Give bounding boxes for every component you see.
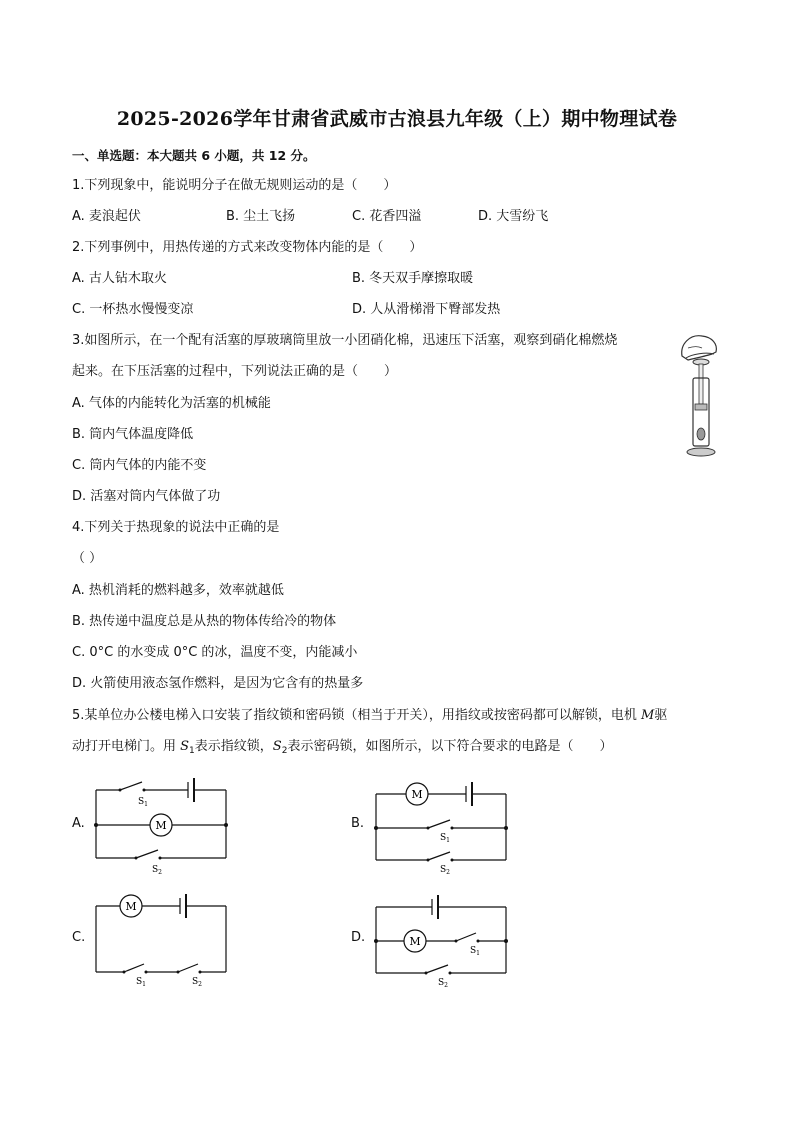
circuit-option-b-label: B. xyxy=(351,816,365,831)
question-1-stem: 1.下列现象中，能说明分子在做无规则运动的是（ ） xyxy=(72,178,397,193)
question-3-stem-line1: 3.如图所示，在一个配有活塞的厚玻璃筒里放一小团硝化棉，迅速压下活塞，观察到硝化棉燃烧 xyxy=(72,333,618,348)
circuit-option-d-label: D. xyxy=(351,930,366,945)
question-1-option-c: C. 花香四溢 xyxy=(352,209,422,224)
circuit-a-motor-label: M xyxy=(155,819,167,832)
circuit-a-s2-label: $S_2$ xyxy=(152,865,162,876)
circuit-b-motor-label: M xyxy=(411,788,423,801)
question-4-option-a: A. 热机消耗的燃料越多，效率就越低 xyxy=(72,583,284,598)
circuit-a-diagram xyxy=(90,778,235,876)
question-2-option-c: C. 一杯热水慢慢变凉 xyxy=(72,302,194,317)
q5-text-a: 5.某单位办公楼电梯入口安装了指纹锁和密码锁（相当于开关），用指纹或按密码都可以解锁，电机 xyxy=(72,708,642,723)
question-5-stem-line2 xyxy=(72,739,612,759)
q5-s2-symbol: S xyxy=(272,739,282,754)
question-1-option-a: A. 麦浪起伏 xyxy=(72,209,141,224)
question-2-stem: 2.下列事例中，用热传递的方式来改变物体内能的是（ ） xyxy=(72,240,423,255)
q5-text-c: 动打开电梯门。用 xyxy=(72,739,181,754)
question-3-option-b: B. 筒内气体温度降低 xyxy=(72,427,194,442)
circuit-option-a-label: A. xyxy=(72,816,85,831)
circuit-a-s1-label: $S_1$ xyxy=(138,797,148,808)
q5-motor-symbol: M xyxy=(641,708,655,723)
circuit-c-motor-label: M xyxy=(125,900,137,913)
question-3-option-d: D. 活塞对筒内气体做了功 xyxy=(72,489,221,504)
q5-text-b: 驱 xyxy=(654,708,668,723)
circuit-d-s2-label: $S_2$ xyxy=(438,978,448,987)
question-4-option-c: C. 0°C 的水变成 0°C 的冰，温度不变，内能减小 xyxy=(72,645,358,660)
circuit-d-motor-label: M xyxy=(409,935,421,948)
circuit-c-s1-label: $S_1$ xyxy=(136,977,146,986)
question-3-stem-line2: 起来。在下压活塞的过程中，下列说法正确的是（ ） xyxy=(72,364,398,379)
question-2-option-a: A. 古人钻木取火 xyxy=(72,271,167,286)
piston-tube-figure xyxy=(676,330,724,460)
question-4-option-d: D. 火箭使用液态氢作燃料，是因为它含有的热量多 xyxy=(72,676,364,691)
question-3-option-c: C. 筒内气体的内能不变 xyxy=(72,458,207,473)
question-5-stem-line1 xyxy=(72,708,667,724)
circuit-option-c-label: C. xyxy=(72,930,86,945)
q5-s2-subscript: 2 xyxy=(281,746,288,756)
circuit-d-s1-label: $S_1$ xyxy=(470,946,480,957)
circuit-b-s1-label: $S_1$ xyxy=(440,833,450,844)
section-heading: 一、单选题：本大题共 6 小题，共 12 分。 xyxy=(72,148,316,163)
question-4-stem-line2: （ ） xyxy=(72,551,103,566)
circuit-b-s2-label: $S_2$ xyxy=(440,865,450,876)
question-3-option-a: A. 气体的内能转化为活塞的机械能 xyxy=(72,396,271,411)
circuit-c-diagram xyxy=(90,892,235,986)
circuit-d-diagram xyxy=(370,893,515,987)
q5-text-d: 表示指纹锁， xyxy=(194,739,273,754)
question-4-option-b: B. 热传递中温度总是从热的物体传给冷的物体 xyxy=(72,614,337,629)
question-4-stem-line1: 4.下列关于热现象的说法中正确的是 xyxy=(72,520,280,535)
question-1-option-d: D. 大雪纷飞 xyxy=(478,209,549,224)
q5-s1-subscript: 1 xyxy=(189,746,195,756)
circuit-b-diagram xyxy=(370,780,515,876)
page-title: 2025-2026学年甘肃省武威市古浪县九年级（上）期中物理试卷 xyxy=(116,108,678,130)
question-2-option-d: D. 人从滑梯滑下臀部发热 xyxy=(352,302,501,317)
q5-text-e: 表示密码锁，如图所示，以下符合要求的电路是（ ） xyxy=(287,739,613,754)
circuit-c-s2-label: $S_2$ xyxy=(192,977,202,986)
q5-s1-symbol: S xyxy=(180,739,190,754)
question-2-option-b: B. 冬天双手摩擦取暖 xyxy=(352,271,474,286)
question-1-option-b: B. 尘土飞扬 xyxy=(226,209,296,224)
